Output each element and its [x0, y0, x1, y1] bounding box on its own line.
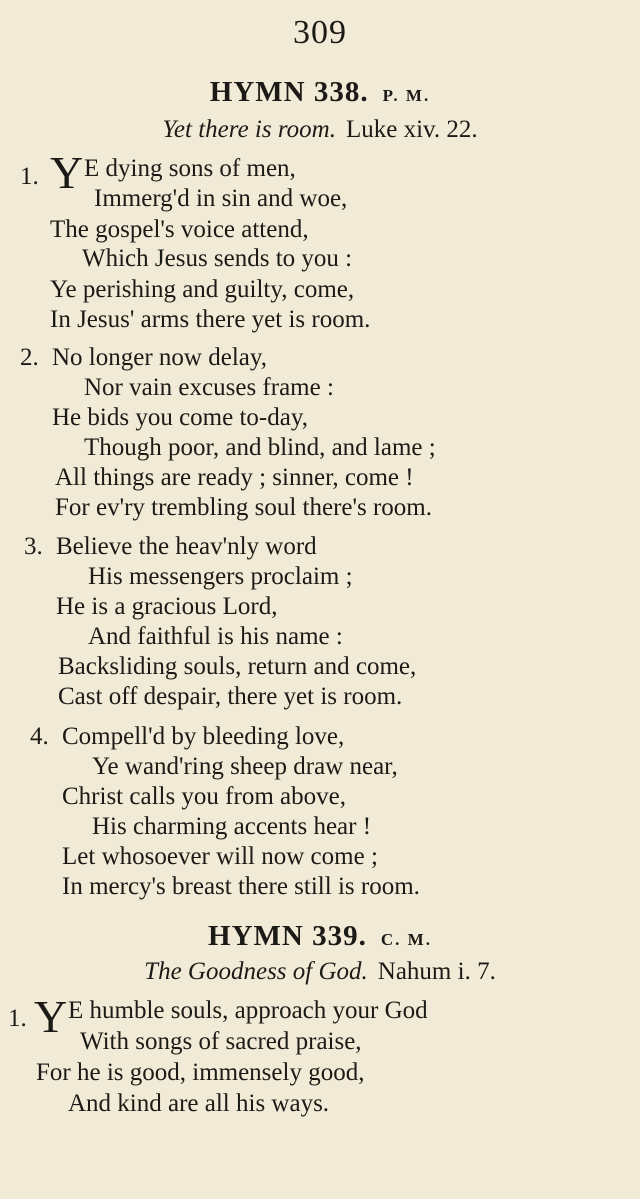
verse-line: Cast off despair, there yet is room.	[58, 683, 403, 710]
verse-line: For ev'ry trembling soul there's room.	[55, 494, 433, 521]
verse-line: His charming accents hear !	[92, 813, 372, 840]
hymn-339-title	[0, 920, 640, 953]
verse-number: 4.	[30, 723, 49, 750]
hymn-title: HYMN 339.	[208, 920, 367, 952]
verse-number: 1.	[8, 1005, 27, 1032]
verse-line: Ye wand'ring sheep draw near,	[92, 753, 398, 780]
verse-line: His messengers proclaim ;	[88, 563, 353, 590]
hymn-subtitle-text: Yet there is room.	[162, 116, 336, 143]
verse-line: In mercy's breast there still is room.	[62, 873, 420, 900]
verse-line: In Jesus' arms there yet is room.	[50, 306, 371, 333]
verse-line: Backsliding souls, return and come,	[58, 653, 417, 680]
verse-number: 1.	[20, 163, 39, 190]
drop-cap: Y	[34, 991, 68, 1042]
verse-line: For he is good, immensely good,	[36, 1059, 365, 1086]
verse-line: Nor vain excuses frame :	[84, 374, 334, 401]
verse-line: All things are ready ; sinner, come !	[55, 464, 414, 491]
hymn-meter: P. M.	[382, 86, 431, 105]
scripture-reference: Nahum i. 7.	[377, 958, 496, 985]
verse-line: E dying sons of men,	[84, 155, 296, 182]
hymn-meter: C. M.	[380, 930, 432, 949]
verse-line: Compell'd by bleeding love,	[62, 723, 345, 750]
hymn-subtitle-text: The Goodness of God.	[144, 958, 368, 985]
hymn-338-subtitle	[0, 116, 640, 144]
verse-line: Let whosoever will now come ;	[62, 843, 378, 870]
verse-number: 3.	[24, 533, 43, 560]
verse-line: No longer now delay,	[52, 344, 267, 371]
verse-line: Immerg'd in sin and woe,	[94, 185, 348, 212]
page-number: 309	[293, 14, 347, 51]
verse-line: Ye perishing and guilty, come,	[50, 276, 355, 303]
hymn-339-subtitle	[0, 958, 640, 986]
verse-line: And faithful is his name :	[88, 623, 343, 650]
verse-line: Though poor, and blind, and lame ;	[84, 434, 436, 461]
verse-line: Which Jesus sends to you :	[82, 245, 353, 272]
verse-line: With songs of sacred praise,	[80, 1028, 362, 1055]
hymn-338-title	[0, 76, 640, 109]
verse-line: And kind are all his ways.	[68, 1090, 330, 1117]
verse-line: The gospel's voice attend,	[50, 216, 309, 243]
verse-line: Christ calls you from above,	[62, 783, 346, 810]
verse-line: Believe the heav'nly word	[56, 533, 317, 560]
hymn-title: HYMN 338.	[209, 76, 369, 108]
verse-line: E humble souls, approach your God	[68, 997, 428, 1024]
verse-number: 2.	[20, 344, 39, 371]
scripture-reference: Luke xiv. 22.	[345, 116, 478, 143]
drop-cap: Y	[50, 147, 84, 198]
verse-line: He bids you come to-day,	[52, 404, 308, 431]
verse-line: He is a gracious Lord,	[56, 593, 278, 620]
